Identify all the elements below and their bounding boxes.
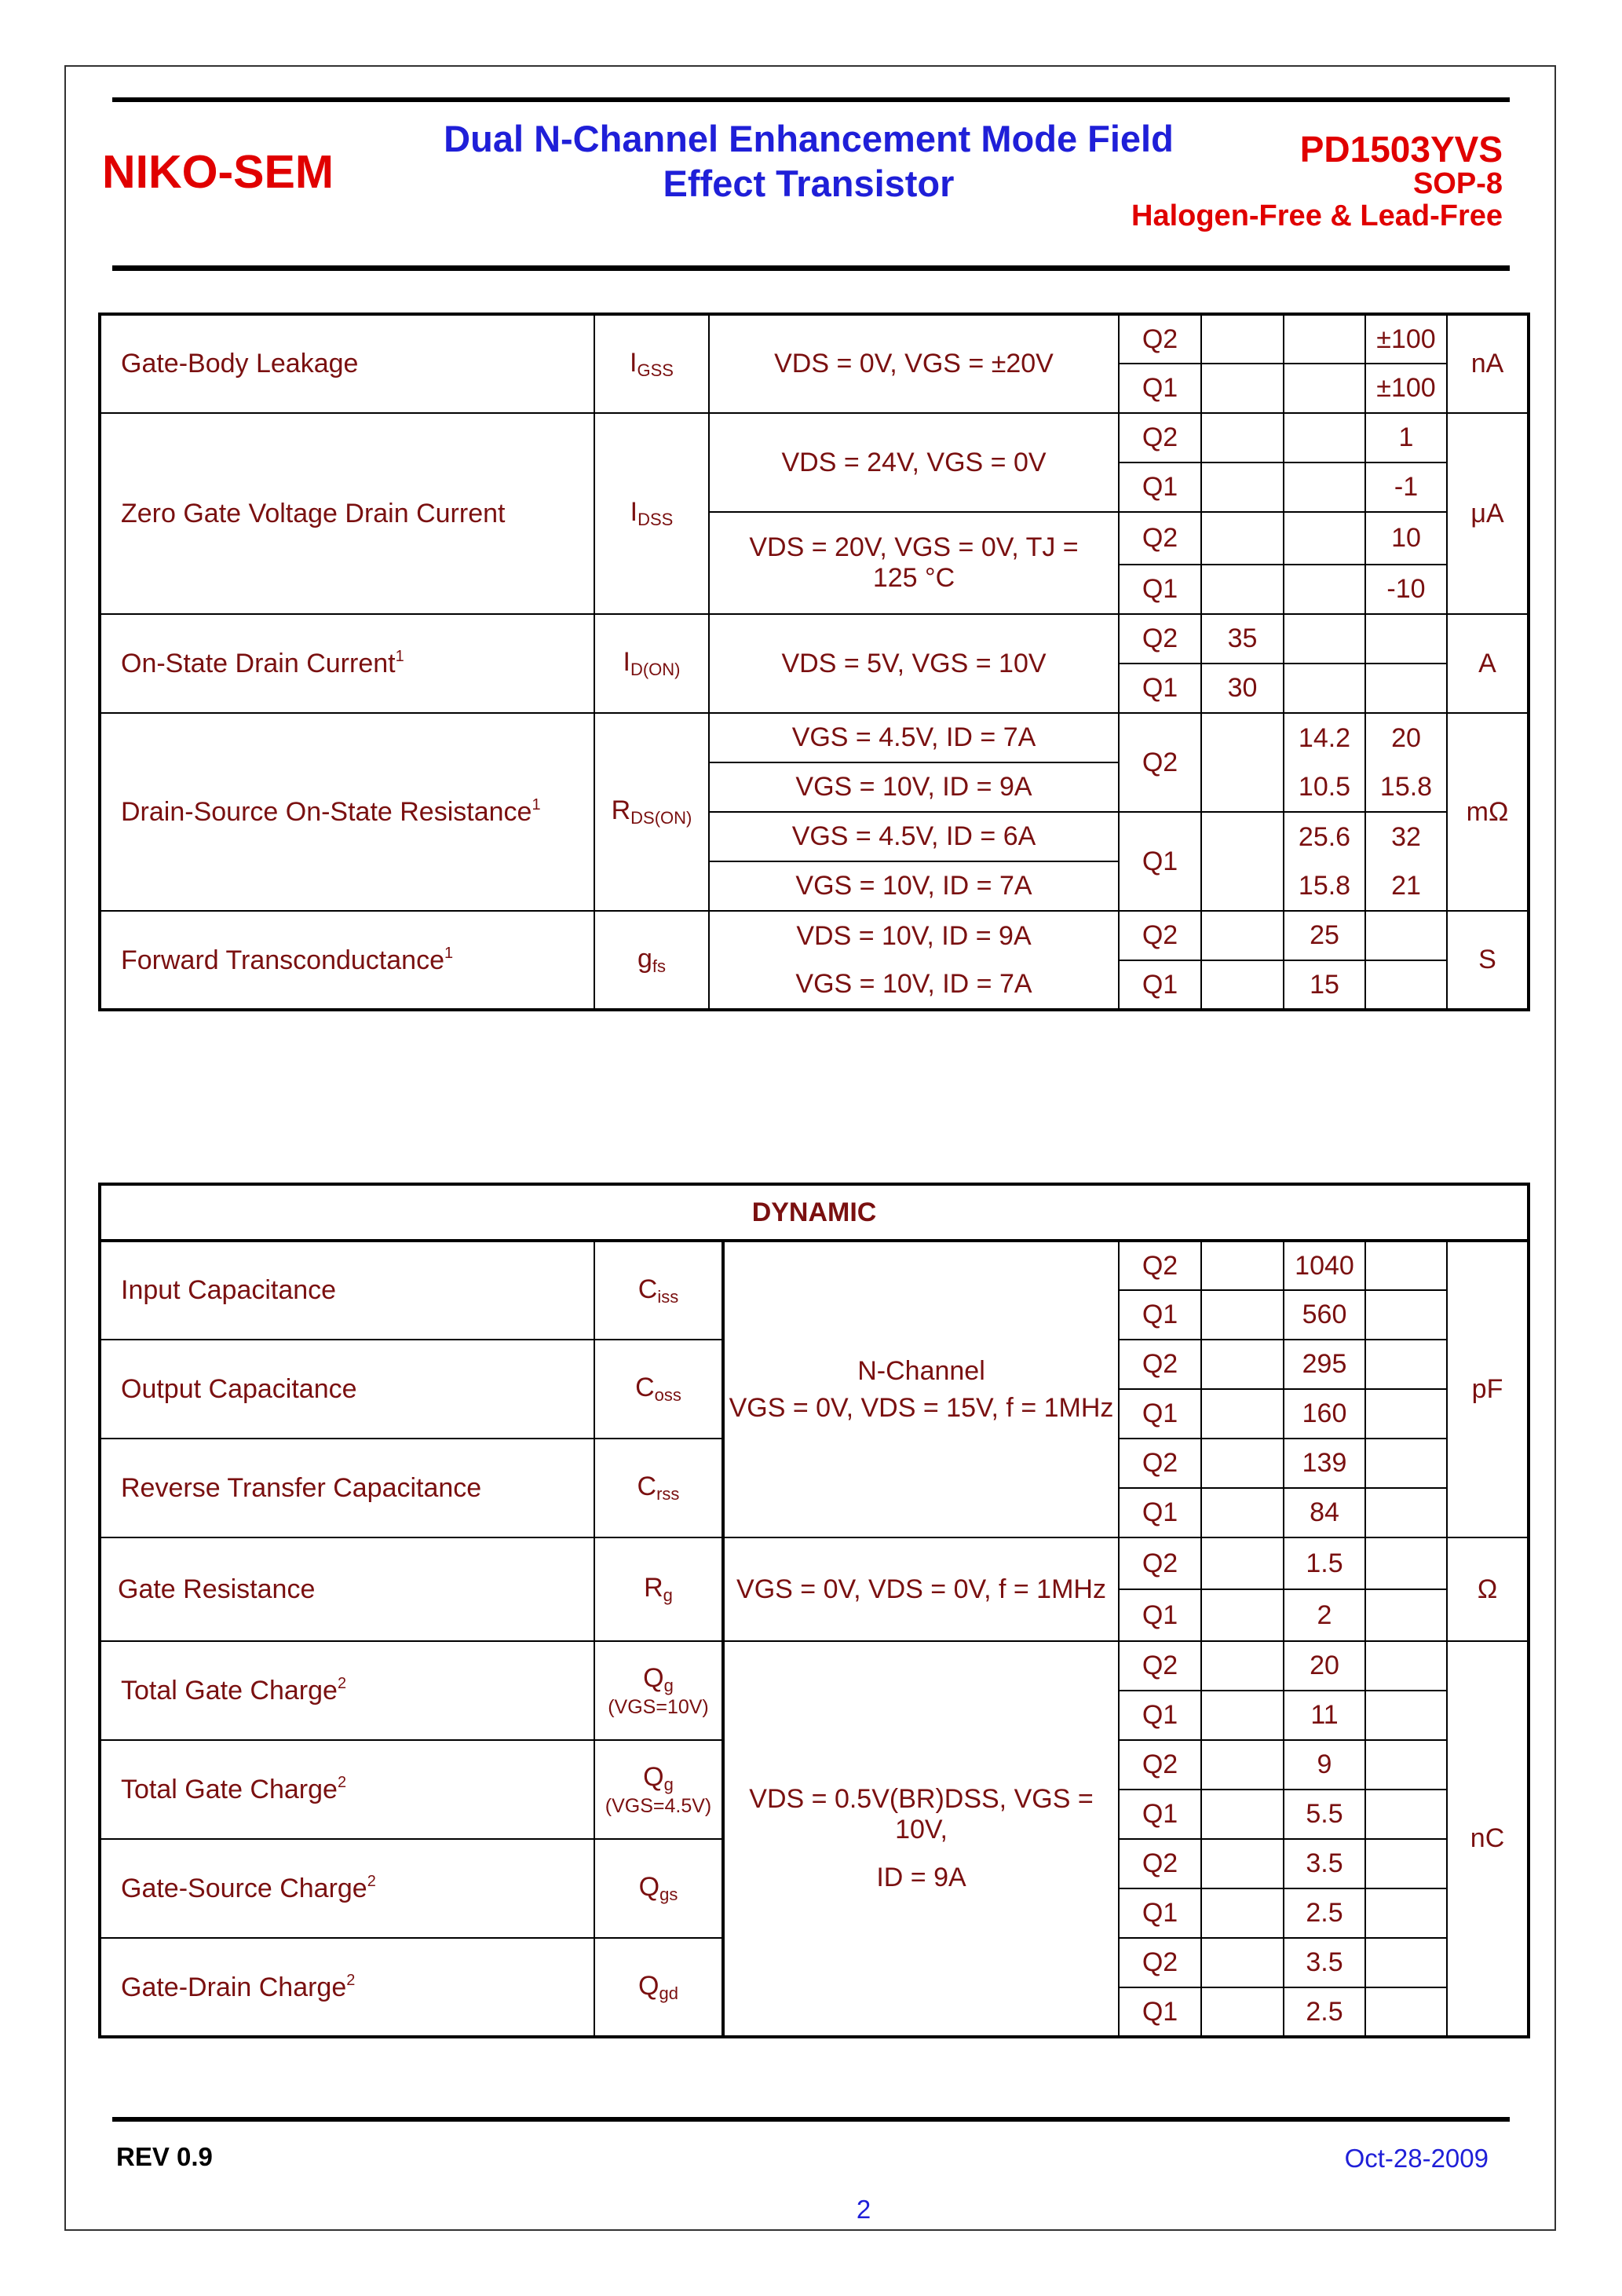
table-row <box>100 713 1529 762</box>
title-line2: Effect Transistor <box>663 163 955 204</box>
max-cell <box>1365 1691 1447 1740</box>
min-cell <box>1201 1241 1284 1290</box>
typ-crss-q2: 139 <box>1284 1439 1365 1488</box>
symbol-rg: $R_g$ <box>594 1537 723 1641</box>
max-idss-b-q2: 10 <box>1365 512 1447 565</box>
typ-cell <box>1284 413 1365 462</box>
param-gate-source-charge: Gate-Source Charge$^2$ <box>100 1839 594 1938</box>
section-dynamic: DYNAMIC <box>100 1184 1529 1241</box>
max-cell <box>1365 960 1447 1010</box>
document-title <box>408 116 1209 206</box>
max-cell <box>1365 1241 1447 1290</box>
param-gate-drain-charge: Gate-Drain Charge$^2$ <box>100 1938 594 2037</box>
min-cell <box>1201 1488 1284 1537</box>
min-cell <box>1201 1740 1284 1790</box>
typ-rg-q1: 2 <box>1284 1589 1365 1641</box>
typ-cell <box>1284 565 1365 614</box>
channel-q1: Q1 <box>1119 1790 1201 1839</box>
condition-gfs-1: VDS = 10V, ID = 9A <box>709 911 1119 960</box>
revision-label: REV 0.9 <box>116 2142 213 2171</box>
min-cell <box>1201 1691 1284 1740</box>
condition-rdson-1: VGS = 4.5V, ID = 7A <box>709 713 1119 762</box>
typ-coss-q1: 160 <box>1284 1389 1365 1439</box>
param-total-gate-charge-4v5: Total Gate Charge$^2$ <box>100 1740 594 1839</box>
channel-q1: Q1 <box>1119 462 1201 512</box>
min-cell <box>1201 713 1284 812</box>
condition-idon: VDS = 5V, VGS = 10V <box>709 614 1119 713</box>
condition-gfs-2: VGS = 10V, ID = 7A <box>709 960 1119 1010</box>
typ-rg-q2: 1.5 <box>1284 1537 1365 1589</box>
table-row <box>100 911 1529 960</box>
min-cell <box>1201 314 1284 364</box>
symbol-igss: $I_{GSS}$ <box>594 314 709 413</box>
symbol-rdson: $R_{DS(ON)}$ <box>594 713 709 911</box>
min-cell <box>1201 512 1284 565</box>
typ-qg10-q2: 20 <box>1284 1641 1365 1691</box>
channel-q2: Q2 <box>1119 1241 1201 1290</box>
min-cell <box>1201 1938 1284 1987</box>
symbol-gfs: $g_{fs}$ <box>594 911 709 1010</box>
min-cell <box>1201 1290 1284 1340</box>
table-row <box>100 1537 1529 1589</box>
min-cell <box>1201 960 1284 1010</box>
param-reverse-transfer-capacitance: Reverse Transfer Capacitance <box>100 1439 594 1537</box>
typ-qgs-q2: 3.5 <box>1284 1839 1365 1888</box>
max-cell <box>1365 1839 1447 1888</box>
page-number: 2 <box>856 2195 871 2224</box>
param-input-capacitance: Input Capacitance <box>100 1241 594 1340</box>
table-row <box>100 614 1529 664</box>
symbol-qg-10v-note: (VGS=10V) <box>608 1695 709 1718</box>
max-cell <box>1365 1439 1447 1488</box>
min-idon-q1: 30 <box>1201 664 1284 713</box>
max-cell <box>1365 1987 1447 2037</box>
revision-date: Oct-28-2009 <box>1344 2144 1489 2173</box>
channel-q2: Q2 <box>1119 314 1201 364</box>
channel-q2: Q2 <box>1119 1537 1201 1589</box>
typ-cell <box>1284 314 1365 364</box>
max-idss-b-q1: -10 <box>1365 565 1447 614</box>
footer-rule <box>112 2117 1510 2122</box>
channel-q2: Q2 <box>1119 1340 1201 1389</box>
condition-rdson-4: VGS = 10V, ID = 7A <box>709 861 1119 911</box>
symbol-coss: $C_{oss}$ <box>594 1340 723 1439</box>
typ-qg10-q1: 11 <box>1284 1691 1365 1740</box>
table-row <box>100 413 1529 462</box>
min-cell <box>1201 413 1284 462</box>
unit-mohm: mΩ <box>1447 713 1529 911</box>
channel-q2: Q2 <box>1119 713 1201 812</box>
min-cell <box>1201 462 1284 512</box>
header-bottom-rule <box>112 265 1510 271</box>
param-gate-body-leakage: Gate-Body Leakage <box>100 314 594 413</box>
package-type: SOP-8 <box>1412 167 1503 200</box>
max-cell <box>1365 1938 1447 1987</box>
channel-q1: Q1 <box>1119 1888 1201 1938</box>
typ-qgd-q2: 3.5 <box>1284 1938 1365 1987</box>
symbol-idon: $I_{D(ON)}$ <box>594 614 709 713</box>
section-header-row <box>100 1184 1529 1241</box>
condition-gate-charge <box>723 1641 1119 2037</box>
max-cell <box>1365 1537 1447 1589</box>
min-cell <box>1201 1537 1284 1589</box>
channel-q1: Q1 <box>1119 960 1201 1010</box>
min-idon-q2: 35 <box>1201 614 1284 664</box>
condition-capacitance-line2: VGS = 0V, VDS = 15V, f = 1MHz <box>729 1392 1114 1423</box>
max-cell <box>1365 1340 1447 1389</box>
min-cell <box>1201 1987 1284 2037</box>
typ-cell <box>1284 462 1365 512</box>
param-drain-source-on-resistance: Drain-Source On-State Resistance$^1$ <box>100 713 594 911</box>
channel-q2: Q2 <box>1119 911 1201 960</box>
min-cell <box>1201 1439 1284 1488</box>
channel-q1: Q1 <box>1119 364 1201 413</box>
symbol-qgd: $Q_{gd}$ <box>594 1938 723 2037</box>
dynamic-characteristics-table <box>98 1183 1530 2038</box>
unit-ua: μA <box>1447 413 1529 614</box>
min-cell <box>1201 812 1284 911</box>
channel-q1: Q1 <box>1119 1389 1201 1439</box>
max-cell <box>1365 664 1447 713</box>
table-row <box>100 314 1529 364</box>
min-cell <box>1201 364 1284 413</box>
max-rdson-3: 32 <box>1365 812 1447 861</box>
channel-q2: Q2 <box>1119 413 1201 462</box>
typ-qg45-q2: 9 <box>1284 1740 1365 1790</box>
max-cell <box>1365 911 1447 960</box>
param-on-state-drain-current: On-State Drain Current$^1$ <box>100 614 594 713</box>
unit-nc: nC <box>1447 1641 1529 2037</box>
typ-rdson-4: 15.8 <box>1284 861 1365 911</box>
channel-q1: Q1 <box>1119 1691 1201 1740</box>
min-cell <box>1201 911 1284 960</box>
channel-q2: Q2 <box>1119 1641 1201 1691</box>
typ-qgs-q1: 2.5 <box>1284 1888 1365 1938</box>
typ-coss-q2: 295 <box>1284 1340 1365 1389</box>
channel-q1: Q1 <box>1119 1589 1201 1641</box>
unit-pf: pF <box>1447 1241 1529 1537</box>
channel-q2: Q2 <box>1119 1740 1201 1790</box>
max-rdson-2: 15.8 <box>1365 762 1447 812</box>
symbol-idss: $I_{DSS}$ <box>594 413 709 614</box>
max-cell <box>1365 1740 1447 1790</box>
channel-q1: Q1 <box>1119 1488 1201 1537</box>
typ-gfs-q1: 15 <box>1284 960 1365 1010</box>
condition-rdson-2: VGS = 10V, ID = 9A <box>709 762 1119 812</box>
typ-qg45-q1: 5.5 <box>1284 1790 1365 1839</box>
symbol-crss: $C_{rss}$ <box>594 1439 723 1537</box>
max-rdson-1: 20 <box>1365 713 1447 762</box>
min-cell <box>1201 1790 1284 1839</box>
condition-capacitance <box>723 1241 1119 1537</box>
max-igss-q2: ±100 <box>1365 314 1447 364</box>
symbol-qgs: $Q_{gs}$ <box>594 1839 723 1938</box>
param-zero-gate-voltage-drain-current: Zero Gate Voltage Drain Current <box>100 413 594 614</box>
max-cell <box>1365 614 1447 664</box>
max-idss-a-q2: 1 <box>1365 413 1447 462</box>
symbol-qg-4v5: $Q_g$ (VGS=4.5V) <box>594 1740 723 1839</box>
unit-na: nA <box>1447 314 1529 413</box>
condition-gate-charge-line2: ID = 9A <box>876 1863 966 1892</box>
symbol-ciss: $C_{iss}$ <box>594 1241 723 1340</box>
max-cell <box>1365 1589 1447 1641</box>
condition-rg: VGS = 0V, VDS = 0V, f = 1MHz <box>723 1537 1119 1641</box>
condition-capacitance-line1: N-Channel <box>857 1355 985 1386</box>
min-cell <box>1201 1340 1284 1389</box>
min-cell <box>1201 1888 1284 1938</box>
typ-gfs-q2: 25 <box>1284 911 1365 960</box>
param-total-gate-charge-10v: Total Gate Charge$^2$ <box>100 1641 594 1740</box>
unit-ohm: Ω <box>1447 1537 1529 1641</box>
min-cell <box>1201 1389 1284 1439</box>
symbol-qg-4v5-note: (VGS=4.5V) <box>605 1794 712 1817</box>
min-cell <box>1201 565 1284 614</box>
typ-ciss-q2: 1040 <box>1284 1241 1365 1290</box>
max-cell <box>1365 1488 1447 1537</box>
compliance-note: Halogen-Free & Lead-Free <box>1131 199 1503 232</box>
condition-gate-charge-line1: VDS = 0.5V(BR)DSS, VGS = 10V, <box>749 1784 1094 1844</box>
unit-s: S <box>1447 911 1529 1010</box>
param-forward-transconductance: Forward Transconductance$^1$ <box>100 911 594 1010</box>
channel-q2: Q2 <box>1119 1839 1201 1888</box>
symbol-qg-10v: $Q_g$ (VGS=10V) <box>594 1641 723 1740</box>
param-output-capacitance: Output Capacitance <box>100 1340 594 1439</box>
channel-q2: Q2 <box>1119 614 1201 664</box>
channel-q2: Q2 <box>1119 512 1201 565</box>
typ-cell <box>1284 614 1365 664</box>
max-rdson-4: 21 <box>1365 861 1447 911</box>
unit-a: A <box>1447 614 1529 713</box>
max-cell <box>1365 1790 1447 1839</box>
typ-rdson-2: 10.5 <box>1284 762 1365 812</box>
typ-cell <box>1284 664 1365 713</box>
header-top-rule <box>112 97 1510 102</box>
typ-ciss-q1: 560 <box>1284 1290 1365 1340</box>
channel-q1: Q1 <box>1119 664 1201 713</box>
table-row <box>100 1641 1529 1691</box>
min-cell <box>1201 1641 1284 1691</box>
typ-cell <box>1284 364 1365 413</box>
param-gate-resistance: Gate Resistance <box>100 1537 594 1641</box>
condition-idss-b: VDS = 20V, VGS = 0V, TJ = 125 °C <box>709 512 1119 614</box>
condition-igss: VDS = 0V, VGS = ±20V <box>709 314 1119 413</box>
channel-q1: Q1 <box>1119 1290 1201 1340</box>
max-idss-a-q1: -1 <box>1365 462 1447 512</box>
static-characteristics-table <box>98 313 1530 1011</box>
condition-rdson-3: VGS = 4.5V, ID = 6A <box>709 812 1119 861</box>
typ-qgd-q1: 2.5 <box>1284 1987 1365 2037</box>
brand-logo: NIKO-SEM <box>102 146 334 198</box>
channel-q2: Q2 <box>1119 1439 1201 1488</box>
part-number: PD1503YVS <box>1299 129 1503 170</box>
channel-q1: Q1 <box>1119 1987 1201 2037</box>
typ-rdson-3: 25.6 <box>1284 812 1365 861</box>
max-cell <box>1365 1290 1447 1340</box>
max-igss-q1: ±100 <box>1365 364 1447 413</box>
channel-q1: Q1 <box>1119 812 1201 911</box>
max-cell <box>1365 1641 1447 1691</box>
max-cell <box>1365 1389 1447 1439</box>
condition-idss-a: VDS = 24V, VGS = 0V <box>709 413 1119 512</box>
typ-rdson-1: 14.2 <box>1284 713 1365 762</box>
table-row <box>100 1241 1529 1290</box>
typ-crss-q1: 84 <box>1284 1488 1365 1537</box>
min-cell <box>1201 1839 1284 1888</box>
min-cell <box>1201 1589 1284 1641</box>
title-line1: Dual N-Channel Enhancement Mode Field <box>444 118 1174 159</box>
channel-q2: Q2 <box>1119 1938 1201 1987</box>
max-cell <box>1365 1888 1447 1938</box>
typ-cell <box>1284 512 1365 565</box>
channel-q1: Q1 <box>1119 565 1201 614</box>
